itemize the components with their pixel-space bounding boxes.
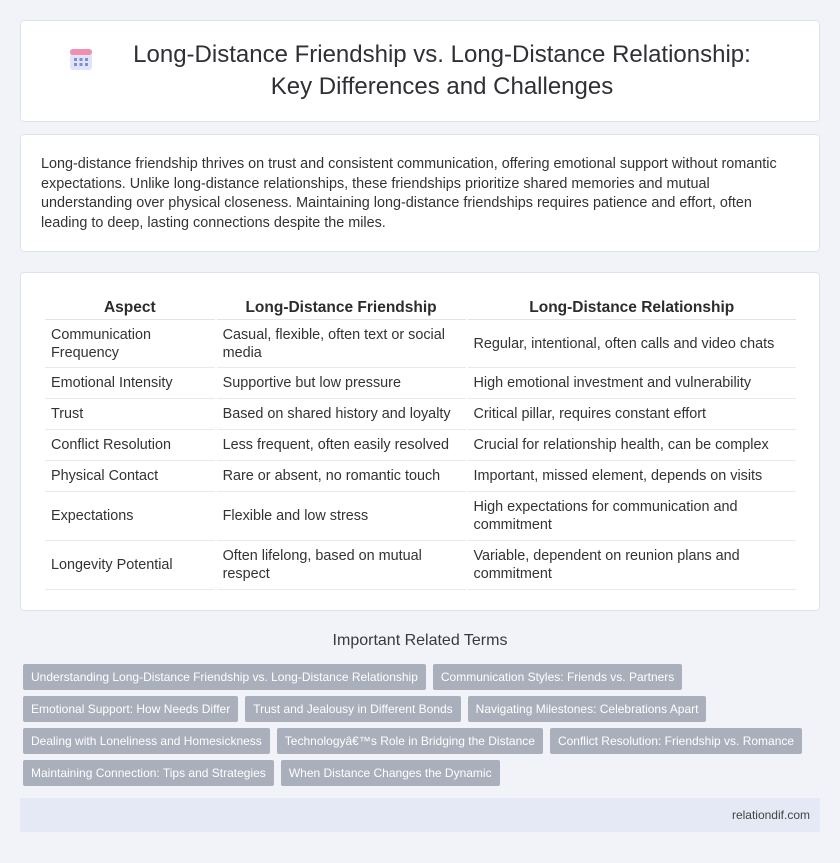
aspect-cell: Trust [45, 399, 215, 430]
intro-card [20, 134, 820, 252]
related-term-tag[interactable]: Communication Styles: Friends vs. Partners [433, 664, 682, 690]
intro-text: Long-distance friendship thrives on trust and consistent communication, offering emotional support without romantic expectations. Unlike long-distance relationships, these friendships prioritize shared memories and mutual understanding over physical closeness. Maintaining long-distance friendships requires patience and effort, often leading to deep, lasting connections despite the miles. [41, 156, 777, 231]
friendship-cell: Based on shared history and loyalty [217, 399, 466, 430]
relationship-cell: High emotional investment and vulnerability [468, 368, 797, 399]
aspect-cell: Expectations [45, 492, 215, 541]
relationship-cell: Important, missed element, depends on visits [468, 461, 797, 492]
table-row [45, 541, 796, 590]
aspect-cell: Conflict Resolution [45, 430, 215, 461]
related-term-tag[interactable]: Technologyâ€™s Role in Bridging the Distance [277, 728, 543, 754]
table-row [45, 430, 796, 461]
related-term-tag[interactable]: When Distance Changes the Dynamic [281, 760, 500, 786]
footer [20, 798, 820, 832]
friendship-cell: Often lifelong, based on mutual respect [217, 541, 466, 590]
comparison-table [43, 295, 798, 590]
friendship-cell: Flexible and low stress [217, 492, 466, 541]
header-card [20, 20, 820, 122]
related-term-tag[interactable]: Emotional Support: How Needs Differ [23, 696, 238, 722]
table-row [45, 461, 796, 492]
related-terms-title: Important Related Terms [332, 632, 508, 649]
table-header-row [45, 295, 796, 320]
aspect-cell: Longevity Potential [45, 541, 215, 590]
related-term-tag[interactable]: Understanding Long-Distance Friendship vs. Long-Distance Relationship [23, 664, 426, 690]
friendship-cell: Less frequent, often easily resolved [217, 430, 466, 461]
column-header-relationship: Long-Distance Relationship [468, 295, 797, 320]
friendship-cell: Casual, flexible, often text or social media [217, 320, 466, 368]
aspect-cell: Physical Contact [45, 461, 215, 492]
table-row [45, 320, 796, 368]
related-term-tag[interactable]: Navigating Milestones: Celebrations Apart [468, 696, 707, 722]
comparison-card [20, 272, 820, 611]
related-term-tag[interactable]: Trust and Jealousy in Different Bonds [245, 696, 460, 722]
relationship-cell: Regular, intentional, often calls and video chats [468, 320, 797, 368]
table-row [45, 492, 796, 541]
friendship-cell: Supportive but low pressure [217, 368, 466, 399]
column-header-aspect: Aspect [45, 295, 215, 320]
column-header-friendship: Long-Distance Friendship [217, 295, 466, 320]
related-terms-list [23, 664, 813, 792]
relationship-cell: Crucial for relationship health, can be complex [468, 430, 797, 461]
page-title: Long-Distance Friendship vs. Long-Distance Relationship: Key Differences and Challenges [133, 41, 751, 100]
friendship-cell: Rare or absent, no romantic touch [217, 461, 466, 492]
related-term-tag[interactable]: Dealing with Loneliness and Homesickness [23, 728, 270, 754]
relationship-cell: Variable, dependent on reunion plans and commitment [468, 541, 797, 590]
aspect-cell: Communication Frequency [45, 320, 215, 368]
aspect-cell: Emotional Intensity [45, 368, 215, 399]
table-row [45, 399, 796, 430]
relationship-cell: High expectations for communication and commitment [468, 492, 797, 541]
site-link[interactable]: relationdif.com [731, 808, 810, 822]
related-term-tag[interactable]: Conflict Resolution: Friendship vs. Romance [550, 728, 802, 754]
table-row [45, 368, 796, 399]
related-term-tag[interactable]: Maintaining Connection: Tips and Strategies [23, 760, 274, 786]
relationship-cell: Critical pillar, requires constant effort [468, 399, 797, 430]
calendar-icon [68, 46, 94, 72]
